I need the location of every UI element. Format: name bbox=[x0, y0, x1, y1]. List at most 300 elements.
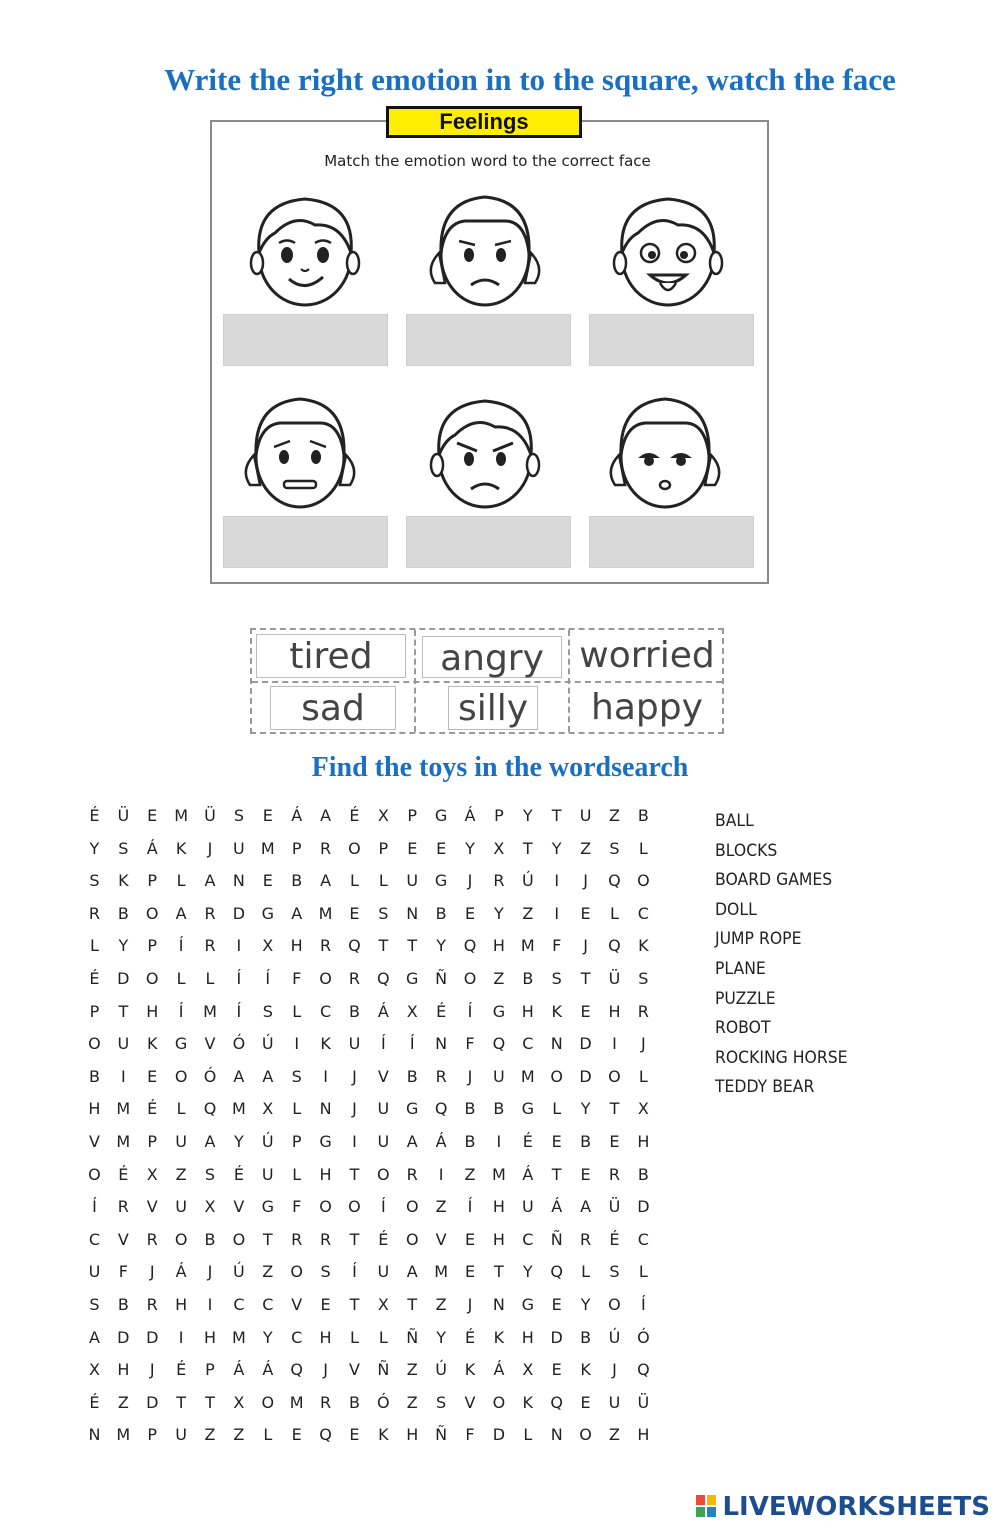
grid-letter[interactable]: I bbox=[612, 1034, 617, 1054]
grid-letter[interactable]: J bbox=[583, 936, 588, 956]
grid-letter[interactable]: Q bbox=[348, 936, 361, 956]
grid-letter[interactable]: L bbox=[350, 871, 359, 891]
grid-letter[interactable]: U bbox=[579, 806, 592, 825]
grid-letter[interactable]: S bbox=[118, 838, 129, 858]
grid-letter[interactable]: G bbox=[406, 1099, 419, 1119]
grid-letter[interactable]: Í bbox=[380, 1197, 386, 1217]
grid-letter[interactable]: B bbox=[291, 871, 303, 891]
grid-letter[interactable]: R bbox=[204, 903, 216, 923]
grid-letter[interactable]: Z bbox=[406, 1360, 418, 1380]
grid-letter[interactable]: X bbox=[637, 1099, 649, 1119]
grid-letter[interactable]: R bbox=[406, 1164, 418, 1184]
grid-letter[interactable]: O bbox=[174, 1229, 188, 1249]
grid-letter[interactable]: L bbox=[263, 1425, 273, 1445]
grid-letter[interactable]: H bbox=[88, 1099, 101, 1119]
grid-letter[interactable]: D bbox=[579, 1034, 592, 1054]
grid-letter[interactable]: Z bbox=[406, 1392, 418, 1412]
grid-letter[interactable]: J bbox=[612, 1360, 617, 1380]
grid-letter[interactable]: Ü bbox=[637, 1392, 650, 1412]
grid-letter[interactable]: I bbox=[294, 1034, 300, 1054]
grid-letter[interactable]: Ú bbox=[435, 1360, 447, 1380]
grid-letter[interactable]: T bbox=[551, 806, 562, 825]
grid-letter[interactable]: Á bbox=[146, 838, 158, 858]
grid-letter[interactable]: V bbox=[377, 1066, 389, 1086]
grid-letter[interactable]: D bbox=[637, 1197, 650, 1217]
grid-letter[interactable]: U bbox=[377, 1131, 390, 1151]
grid-letter[interactable]: Y bbox=[580, 1294, 591, 1314]
grid-letter[interactable]: Í bbox=[409, 1034, 415, 1054]
grid-letter[interactable]: Z bbox=[435, 1294, 447, 1314]
grid-letter[interactable]: V bbox=[233, 1197, 245, 1217]
grid-letter[interactable]: O bbox=[405, 1197, 419, 1217]
grid-letter[interactable]: E bbox=[551, 1294, 562, 1314]
grid-letter[interactable]: T bbox=[407, 936, 418, 956]
grid-letter[interactable]: H bbox=[146, 1001, 159, 1021]
grid-letter[interactable]: L bbox=[610, 903, 619, 923]
grid-letter[interactable]: S bbox=[638, 968, 649, 988]
grid-letter[interactable]: H bbox=[290, 936, 303, 956]
grid-letter[interactable]: B bbox=[580, 1327, 592, 1347]
grid-letter[interactable]: L bbox=[378, 871, 388, 891]
grid-letter[interactable]: Y bbox=[262, 1327, 273, 1347]
grid-letter[interactable]: U bbox=[608, 1392, 621, 1412]
grid-letter[interactable]: V bbox=[291, 1294, 303, 1314]
grid-letter[interactable]: É bbox=[522, 1131, 533, 1151]
grid-letter[interactable]: O bbox=[492, 1392, 506, 1412]
grid-letter[interactable]: J bbox=[467, 1294, 473, 1314]
grid-letter[interactable]: Q bbox=[203, 1099, 217, 1119]
grid-letter[interactable]: É bbox=[89, 806, 100, 825]
grid-letter[interactable]: X bbox=[88, 1360, 100, 1380]
grid-letter[interactable]: M bbox=[289, 1392, 304, 1412]
grid-letter[interactable]: É bbox=[89, 968, 100, 988]
grid-letter[interactable]: K bbox=[118, 871, 129, 891]
grid-letter[interactable]: P bbox=[494, 806, 504, 825]
grid-letter[interactable]: G bbox=[319, 1131, 332, 1151]
grid-letter[interactable]: X bbox=[522, 1360, 534, 1380]
grid-letter[interactable]: Z bbox=[522, 903, 534, 923]
grid-letter[interactable]: Á bbox=[435, 1131, 447, 1151]
grid-letter[interactable]: Ñ bbox=[377, 1360, 390, 1380]
grid-letter[interactable]: C bbox=[262, 1294, 274, 1314]
grid-letter[interactable]: H bbox=[637, 1425, 650, 1445]
grid-letter[interactable]: R bbox=[580, 1229, 592, 1249]
grid-letter[interactable]: T bbox=[522, 838, 533, 858]
grid-letter[interactable]: R bbox=[320, 838, 332, 858]
grid-letter[interactable]: C bbox=[319, 1001, 332, 1021]
grid-letter[interactable]: X bbox=[493, 838, 505, 858]
grid-letter[interactable]: Y bbox=[522, 806, 533, 825]
grid-letter[interactable]: M bbox=[492, 1164, 506, 1184]
grid-letter[interactable]: H bbox=[521, 1327, 534, 1347]
grid-letter[interactable]: N bbox=[550, 1034, 563, 1054]
grid-letter[interactable]: O bbox=[463, 968, 477, 988]
grid-letter[interactable]: Á bbox=[551, 1197, 563, 1217]
grid-letter[interactable]: D bbox=[550, 1327, 563, 1347]
grid-letter[interactable]: T bbox=[609, 1099, 620, 1119]
grid-letter[interactable]: J bbox=[467, 871, 473, 891]
grid-letter[interactable]: E bbox=[320, 1294, 331, 1314]
grid-letter[interactable]: S bbox=[436, 1392, 447, 1412]
grid-letter[interactable]: M bbox=[116, 1099, 131, 1119]
grid-letter[interactable]: O bbox=[88, 1034, 101, 1054]
grid-letter[interactable]: Y bbox=[465, 838, 475, 858]
grid-letter[interactable]: I bbox=[236, 936, 242, 956]
grid-letter[interactable]: Á bbox=[493, 1360, 505, 1380]
grid-letter[interactable]: K bbox=[522, 1392, 534, 1412]
grid-letter[interactable]: Y bbox=[551, 838, 562, 858]
grid-letter[interactable]: Q bbox=[377, 968, 390, 988]
grid-letter[interactable]: Ó bbox=[232, 1034, 246, 1054]
grid-letter[interactable]: V bbox=[146, 1197, 158, 1217]
grid-letter[interactable]: O bbox=[145, 968, 159, 988]
grid-letter[interactable]: D bbox=[579, 1066, 592, 1086]
grid-letter[interactable]: A bbox=[175, 903, 187, 923]
grid-letter[interactable]: U bbox=[233, 838, 245, 858]
answer-box-5[interactable] bbox=[406, 516, 571, 568]
grid-letter[interactable]: Ó bbox=[203, 1066, 217, 1086]
grid-letter[interactable]: C bbox=[637, 903, 649, 923]
grid-letter[interactable]: Y bbox=[436, 936, 447, 956]
grid-letter[interactable]: Z bbox=[464, 1164, 476, 1184]
grid-letter[interactable]: R bbox=[117, 1197, 129, 1217]
grid-letter[interactable]: D bbox=[117, 1327, 130, 1347]
grid-letter[interactable]: Z bbox=[493, 968, 505, 988]
grid-letter[interactable]: K bbox=[320, 1034, 331, 1054]
grid-letter[interactable]: H bbox=[117, 1360, 130, 1380]
grid-letter[interactable]: U bbox=[175, 1425, 187, 1445]
grid-letter[interactable]: A bbox=[291, 903, 303, 923]
grid-letter[interactable]: S bbox=[320, 1262, 331, 1282]
grid-letter[interactable]: O bbox=[377, 1164, 390, 1184]
grid-letter[interactable]: A bbox=[233, 1066, 245, 1086]
grid-letter[interactable]: H bbox=[175, 1294, 188, 1314]
grid-letter[interactable]: E bbox=[609, 1131, 620, 1151]
grid-letter[interactable]: H bbox=[406, 1425, 419, 1445]
answer-box-4[interactable] bbox=[223, 516, 388, 568]
grid-letter[interactable]: Í bbox=[352, 1262, 357, 1282]
grid-letter[interactable]: I bbox=[178, 1327, 184, 1347]
grid-letter[interactable]: N bbox=[435, 1034, 448, 1054]
grid-letter[interactable]: T bbox=[407, 1294, 418, 1314]
grid-letter[interactable]: K bbox=[378, 1425, 389, 1445]
grid-letter[interactable]: Í bbox=[236, 968, 242, 988]
grid-letter[interactable]: Ú bbox=[608, 1327, 621, 1347]
grid-letter[interactable]: F bbox=[465, 1034, 475, 1054]
grid-letter[interactable]: Á bbox=[233, 1360, 245, 1380]
grid-letter[interactable]: Á bbox=[175, 1262, 187, 1282]
grid-letter[interactable]: K bbox=[464, 1360, 476, 1380]
grid-letter[interactable]: B bbox=[88, 1066, 100, 1086]
grid-letter[interactable]: Ü bbox=[117, 806, 130, 825]
grid-letter[interactable]: S bbox=[609, 838, 620, 858]
grid-letter[interactable]: P bbox=[407, 806, 418, 825]
grid-letter[interactable]: S bbox=[89, 871, 100, 891]
grid-letter[interactable]: Q bbox=[463, 936, 477, 956]
grid-letter[interactable]: M bbox=[520, 936, 535, 956]
grid-letter[interactable]: O bbox=[579, 1425, 592, 1445]
grid-letter[interactable]: U bbox=[406, 871, 419, 891]
grid-letter[interactable]: X bbox=[146, 1164, 158, 1184]
grid-letter[interactable]: Ü bbox=[204, 806, 216, 825]
grid-letter[interactable]: E bbox=[262, 871, 273, 891]
grid-letter[interactable]: E bbox=[464, 1262, 476, 1282]
grid-letter[interactable]: F bbox=[465, 1425, 475, 1445]
grid-letter[interactable]: I bbox=[352, 1131, 357, 1151]
grid-letter[interactable]: E bbox=[580, 1001, 591, 1021]
grid-letter[interactable]: V bbox=[88, 1131, 100, 1151]
grid-letter[interactable]: S bbox=[551, 968, 562, 988]
grid-letter[interactable]: H bbox=[492, 936, 505, 956]
grid-letter[interactable]: É bbox=[349, 806, 360, 825]
grid-letter[interactable]: B bbox=[406, 1066, 418, 1086]
grid-letter[interactable]: J bbox=[149, 1262, 155, 1282]
grid-letter[interactable]: H bbox=[203, 1327, 217, 1347]
grid-letter[interactable]: L bbox=[292, 1001, 302, 1021]
grid-letter[interactable]: J bbox=[352, 1099, 357, 1119]
grid-letter[interactable]: J bbox=[207, 838, 213, 858]
grid-letter[interactable]: D bbox=[146, 1392, 159, 1412]
grid-letter[interactable]: I bbox=[554, 871, 560, 891]
grid-letter[interactable]: N bbox=[319, 1099, 332, 1119]
grid-letter[interactable]: N bbox=[406, 903, 419, 923]
grid-letter[interactable]: Q bbox=[550, 1392, 563, 1412]
grid-letter[interactable]: R bbox=[320, 936, 332, 956]
grid-letter[interactable]: X bbox=[204, 1197, 216, 1217]
grid-letter[interactable]: É bbox=[147, 1099, 158, 1119]
grid-letter[interactable]: Ú bbox=[233, 1262, 245, 1282]
answer-box-2[interactable] bbox=[406, 314, 571, 366]
grid-letter[interactable]: B bbox=[204, 1229, 216, 1249]
grid-letter[interactable]: Ñ bbox=[435, 968, 448, 988]
grid-letter[interactable]: U bbox=[348, 1034, 361, 1054]
grid-letter[interactable]: Z bbox=[608, 1425, 620, 1445]
grid-letter[interactable]: F bbox=[292, 968, 302, 988]
grid-letter[interactable]: B bbox=[435, 903, 447, 923]
grid-letter[interactable]: S bbox=[204, 1164, 216, 1184]
grid-letter[interactable]: É bbox=[233, 1164, 244, 1184]
grid-letter[interactable]: Y bbox=[580, 1099, 591, 1119]
grid-letter[interactable]: É bbox=[436, 1001, 447, 1021]
grid-letter[interactable]: Z bbox=[233, 1425, 245, 1445]
grid-letter[interactable]: M bbox=[520, 1066, 535, 1086]
grid-letter[interactable]: A bbox=[204, 1131, 216, 1151]
grid-letter[interactable]: R bbox=[435, 1066, 447, 1086]
grid-letter[interactable]: T bbox=[551, 1164, 562, 1184]
grid-letter[interactable]: H bbox=[637, 1131, 650, 1151]
grid-letter[interactable]: T bbox=[580, 968, 591, 988]
grid-letter[interactable]: U bbox=[377, 1262, 390, 1282]
grid-letter[interactable]: N bbox=[492, 1294, 505, 1314]
grid-letter[interactable]: O bbox=[405, 1229, 419, 1249]
grid-letter[interactable]: Y bbox=[494, 903, 504, 923]
grid-letter[interactable]: U bbox=[117, 1034, 130, 1054]
grid-letter[interactable]: P bbox=[147, 871, 158, 891]
grid-letter[interactable]: N bbox=[550, 1425, 563, 1445]
grid-letter[interactable]: G bbox=[174, 1034, 188, 1054]
grid-letter[interactable]: Z bbox=[608, 806, 620, 825]
grid-letter[interactable]: E bbox=[291, 1425, 302, 1445]
grid-letter[interactable]: Ü bbox=[608, 968, 621, 988]
grid-letter[interactable]: E bbox=[262, 806, 273, 825]
grid-letter[interactable]: K bbox=[146, 1034, 158, 1054]
grid-letter[interactable]: L bbox=[176, 871, 186, 891]
grid-letter[interactable]: D bbox=[492, 1425, 506, 1445]
grid-letter[interactable]: Ü bbox=[608, 1197, 621, 1217]
grid-letter[interactable]: Ñ bbox=[435, 1425, 448, 1445]
grid-letter[interactable]: T bbox=[494, 1262, 504, 1282]
grid-letter[interactable]: O bbox=[290, 1262, 303, 1282]
grid-letter[interactable]: Z bbox=[435, 1197, 447, 1217]
grid-letter[interactable]: E bbox=[580, 1164, 591, 1184]
grid-letter[interactable]: R bbox=[608, 1164, 621, 1184]
grid-letter[interactable]: Q bbox=[608, 936, 621, 956]
grid-letter[interactable]: Í bbox=[380, 1034, 386, 1054]
grid-letter[interactable]: Á bbox=[291, 806, 303, 825]
grid-letter[interactable]: B bbox=[522, 968, 534, 988]
grid-letter[interactable]: S bbox=[378, 903, 389, 923]
grid-letter[interactable]: S bbox=[233, 806, 244, 825]
grid-letter[interactable]: Q bbox=[319, 1425, 332, 1445]
grid-letter[interactable]: B bbox=[464, 1131, 476, 1151]
grid-letter[interactable]: E bbox=[407, 838, 418, 858]
grid-letter[interactable]: B bbox=[637, 1164, 649, 1184]
grid-letter[interactable]: A bbox=[580, 1197, 592, 1217]
grid-letter[interactable]: B bbox=[117, 903, 129, 923]
grid-letter[interactable]: P bbox=[89, 1001, 100, 1021]
grid-letter[interactable]: Q bbox=[492, 1034, 506, 1054]
grid-letter[interactable]: D bbox=[117, 968, 130, 988]
grid-letter[interactable]: M bbox=[318, 903, 333, 923]
grid-letter[interactable]: U bbox=[175, 1131, 187, 1151]
grid-letter[interactable]: R bbox=[146, 1229, 158, 1249]
grid-letter[interactable]: P bbox=[147, 1425, 158, 1445]
grid-letter[interactable]: X bbox=[406, 1001, 418, 1021]
grid-letter[interactable]: C bbox=[637, 1229, 649, 1249]
grid-letter[interactable]: U bbox=[521, 1197, 534, 1217]
grid-letter[interactable]: O bbox=[637, 871, 650, 891]
grid-letter[interactable]: C bbox=[522, 1229, 534, 1249]
grid-letter[interactable]: R bbox=[291, 1229, 303, 1249]
grid-letter[interactable]: Y bbox=[89, 838, 100, 858]
grid-letter[interactable]: J bbox=[467, 1066, 473, 1086]
grid-letter[interactable]: J bbox=[641, 1034, 646, 1054]
grid-letter[interactable]: Í bbox=[467, 1001, 473, 1021]
grid-letter[interactable]: Í bbox=[236, 1001, 242, 1021]
grid-letter[interactable]: T bbox=[349, 1294, 360, 1314]
grid-letter[interactable]: N bbox=[232, 871, 245, 891]
grid-letter[interactable]: T bbox=[349, 1164, 360, 1184]
grid-letter[interactable]: E bbox=[464, 903, 476, 923]
grid-letter[interactable]: Q bbox=[637, 1360, 650, 1380]
grid-letter[interactable]: K bbox=[551, 1001, 562, 1021]
grid-letter[interactable]: C bbox=[522, 1034, 534, 1054]
grid-letter[interactable]: T bbox=[205, 1392, 215, 1412]
grid-letter[interactable]: T bbox=[262, 1229, 273, 1249]
grid-letter[interactable]: E bbox=[349, 1425, 360, 1445]
grid-letter[interactable]: Ó bbox=[637, 1327, 650, 1347]
grid-letter[interactable]: L bbox=[292, 1099, 302, 1119]
grid-letter[interactable]: Ú bbox=[521, 871, 534, 891]
grid-letter[interactable]: L bbox=[638, 838, 648, 858]
grid-letter[interactable]: F bbox=[118, 1262, 128, 1282]
grid-letter[interactable]: C bbox=[233, 1294, 245, 1314]
answer-box-3[interactable] bbox=[589, 314, 754, 366]
grid-letter[interactable]: R bbox=[320, 1229, 332, 1249]
grid-letter[interactable]: Á bbox=[262, 1360, 274, 1380]
answer-box-6[interactable] bbox=[589, 516, 754, 568]
grid-letter[interactable]: I bbox=[496, 1131, 502, 1151]
grid-letter[interactable]: X bbox=[262, 1099, 274, 1119]
grid-letter[interactable]: X bbox=[233, 1392, 245, 1412]
grid-letter[interactable]: M bbox=[260, 838, 275, 858]
grid-letter[interactable]: U bbox=[261, 1164, 274, 1184]
grid-letter[interactable]: Y bbox=[436, 1327, 447, 1347]
grid-letter[interactable]: É bbox=[118, 1164, 129, 1184]
grid-letter[interactable]: Z bbox=[262, 1262, 274, 1282]
grid-letter[interactable]: É bbox=[464, 1327, 476, 1347]
grid-letter[interactable]: Á bbox=[464, 806, 476, 825]
grid-letter[interactable]: P bbox=[291, 838, 302, 858]
grid-letter[interactable]: E bbox=[580, 903, 591, 923]
grid-letter[interactable]: F bbox=[552, 936, 562, 956]
grid-letter[interactable]: L bbox=[350, 1327, 359, 1347]
grid-letter[interactable]: I bbox=[207, 1294, 213, 1314]
grid-letter[interactable]: K bbox=[175, 838, 187, 858]
grid-letter[interactable]: O bbox=[348, 838, 361, 858]
grid-letter[interactable]: A bbox=[320, 871, 332, 891]
grid-letter[interactable]: Í bbox=[178, 1001, 184, 1021]
grid-letter[interactable]: B bbox=[637, 806, 649, 825]
grid-letter[interactable]: B bbox=[117, 1294, 129, 1314]
grid-letter[interactable]: Y bbox=[522, 1262, 533, 1282]
grid-letter[interactable]: P bbox=[205, 1360, 215, 1380]
grid-letter[interactable]: S bbox=[262, 1001, 273, 1021]
grid-letter[interactable]: L bbox=[638, 1066, 648, 1086]
grid-letter[interactable]: G bbox=[261, 903, 274, 923]
grid-letter[interactable]: O bbox=[348, 1197, 361, 1217]
grid-letter[interactable]: E bbox=[147, 1066, 158, 1086]
grid-letter[interactable]: Y bbox=[118, 936, 129, 956]
grid-letter[interactable]: G bbox=[434, 871, 448, 891]
grid-letter[interactable]: Ú bbox=[261, 1034, 274, 1054]
grid-letter[interactable]: P bbox=[378, 838, 389, 858]
grid-letter[interactable]: B bbox=[464, 1099, 476, 1119]
grid-letter[interactable]: Í bbox=[467, 1197, 473, 1217]
grid-letter[interactable]: D bbox=[146, 1327, 159, 1347]
grid-letter[interactable]: P bbox=[147, 936, 158, 956]
grid-letter[interactable]: A bbox=[406, 1131, 418, 1151]
grid-letter[interactable]: O bbox=[608, 1294, 621, 1314]
grid-letter[interactable]: E bbox=[580, 1392, 591, 1412]
grid-letter[interactable]: Ñ bbox=[550, 1229, 563, 1249]
grid-letter[interactable]: V bbox=[204, 1034, 216, 1054]
grid-letter[interactable]: V bbox=[435, 1229, 447, 1249]
grid-letter[interactable]: L bbox=[378, 1327, 388, 1347]
grid-letter[interactable]: B bbox=[580, 1131, 592, 1151]
grid-letter[interactable]: V bbox=[117, 1229, 129, 1249]
grid-letter[interactable]: C bbox=[88, 1229, 101, 1249]
grid-letter[interactable]: L bbox=[552, 1099, 562, 1119]
grid-letter[interactable]: É bbox=[176, 1360, 187, 1380]
grid-letter[interactable]: E bbox=[349, 903, 360, 923]
grid-letter[interactable]: É bbox=[609, 1229, 620, 1249]
grid-letter[interactable]: B bbox=[348, 1392, 360, 1412]
grid-letter[interactable]: Í bbox=[178, 936, 184, 956]
grid-letter[interactable]: I bbox=[438, 1164, 444, 1184]
grid-letter[interactable]: U bbox=[377, 1099, 390, 1119]
grid-letter[interactable]: F bbox=[292, 1197, 302, 1217]
